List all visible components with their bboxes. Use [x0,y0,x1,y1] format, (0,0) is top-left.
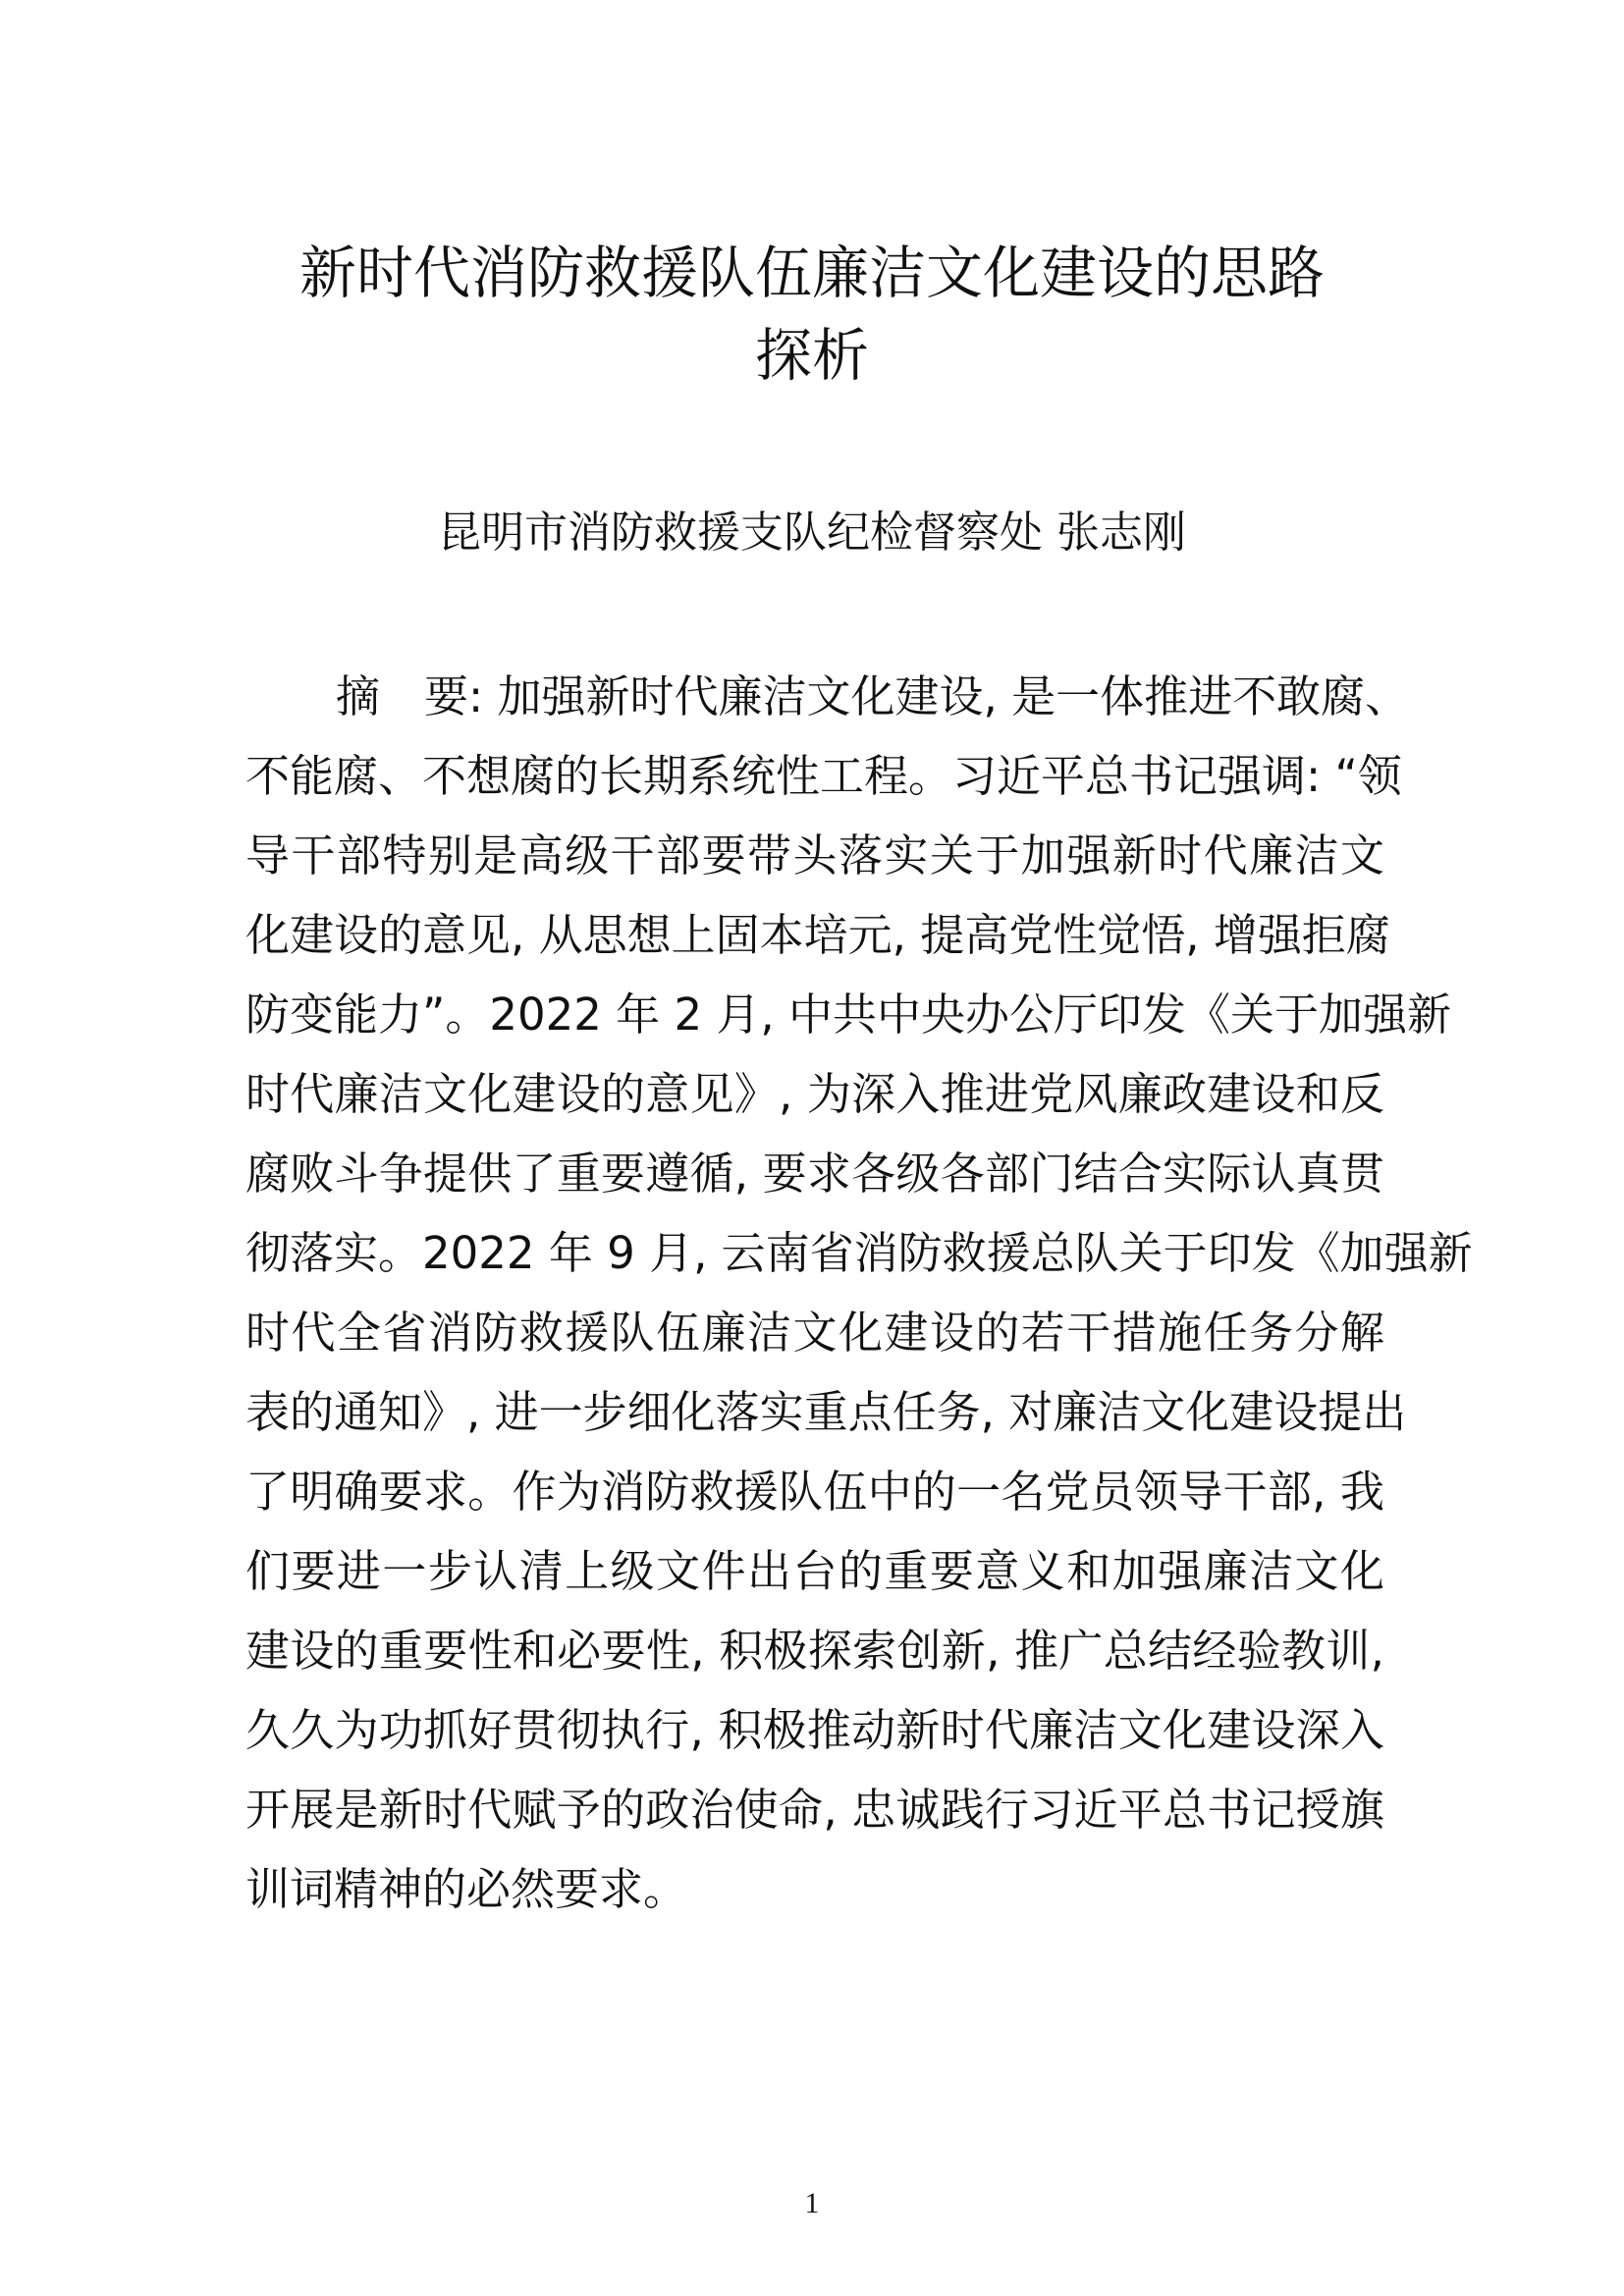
abstract-line: 们要进一步认清上级文件出台的重要意义和加强廉洁文化 [245,1545,1384,1597]
abstract-line: 时代全省消防救援队伍廉洁文化建设的若干措施任务分解 [245,1307,1384,1359]
abstract-line: 了明确要求。作为消防救援队伍中的一名党员领导干部, 我 [245,1466,1384,1518]
abstract-line: 导干部特别是高级干部要带头落实关于加强新时代廉洁文 [245,829,1384,881]
abstract-line: 开展是新时代赋予的政治使命, 忠诚践行习近平总书记授旗 [245,1784,1384,1836]
title-line: 新时代消防救援队伍廉洁文化建设的思路 [298,240,1325,306]
abstract [245,664,1473,1936]
abstract-line: 时代廉洁文化建设的意见》, 为深入推进党风廉政建设和反 [245,1068,1384,1120]
document-title [0,232,1624,397]
abstract-line: 防变能力”。2022 年 2 月, 中共中央办公厅印发《关于加强新 [245,988,1451,1041]
page-number: 1 [804,2187,820,2219]
abstract-line: 建设的重要性和必要性, 积极探索创新, 推广总结经验教训, [245,1625,1384,1677]
abstract-line: 摘 要: 加强新时代廉洁文化建设, 是一体推进不敢腐、 [336,670,1410,722]
abstract-line: 久久为功抓好贯彻执行, 积极推动新时代廉洁文化建设深入 [245,1704,1384,1756]
abstract-line: 不能腐、不想腐的长期系统性工程。习近平总书记强调: “领 [245,750,1402,802]
abstract-line: 训词精神的必然要求。 [245,1863,688,1915]
author-affiliation: 昆明市消防救援支队纪检督察处 张志刚 [438,507,1186,558]
title-line: 探析 [754,322,869,389]
abstract-line: 化建设的意见, 从思想上固本培元, 提高党性觉悟, 增强拒腐 [245,909,1390,961]
abstract-line: 表的通知》, 进一步细化落实重点任务, 对廉洁文化建设提出 [245,1386,1407,1438]
abstract-line: 彻落实。2022 年 9 月, 云南省消防救援总队关于印发《加强新 [245,1227,1473,1279]
abstract-line: 腐败斗争提供了重要遵循, 要求各级各部门结合实际认真贯 [245,1148,1384,1200]
